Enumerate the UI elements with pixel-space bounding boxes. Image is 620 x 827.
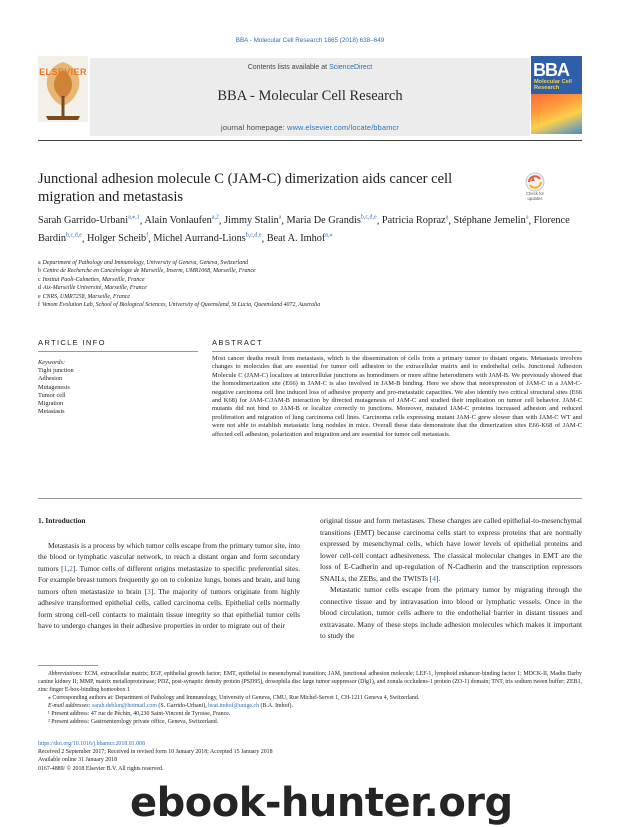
journal-homepage: journal homepage: www.elsevier.com/locate/bbamcr <box>221 123 399 132</box>
present-address-footnote: ² Present address: Gastroenterology private office, Geneva, Switzerland. <box>48 719 219 725</box>
body-paragraph: original tissue and form metastases. These changes are called epithelial-to-mesenchymal transitions (EMT) because carcinoma cells start to express proteins that are normally expressed by mesenchymal cells, which have lower levels of epithelial proteins and lower cell-cell contact adhesiveness. The classical molecular changes in EMT are the loss of E-Cadherin and up-regulation of N-Cadherin and the transcription repressors SNAILs, the ZEBs, and the TWISTs [4]. <box>320 516 582 583</box>
author[interactable]: Alain Vonlaufen$^{a,2}$ <box>144 215 219 227</box>
author-list: Sarah Garrido-Urbani$^{a,⁎,1}$, Alain Vonlaufen$^{a,2}$, Jimmy Stalin$^a$, Maria De Grandis$^{b,c,d,e}$, Patricia Ropraz$^a$, Stéphane Jemelin$^a$, Florence Bardin$^{b,c,d,e}$, Holger Scheib$^f$, Michel Aurrand-Lions$^{b,c,d,e}$, Beat A. Imhof$^{a,⁎}$ <box>38 215 570 245</box>
author[interactable]: Michel Aurrand-Lions$^{b,c,d,e}$ <box>153 232 262 245</box>
affiliation: e CNRS, UMR7258, Marseille, France <box>38 293 130 300</box>
present-address-footnote: ¹ Present address: 47 rue de Péchin, 40,230 Saint-Vincent de Tyrosse, France. <box>48 711 231 717</box>
citation-link[interactable]: 4 <box>432 573 436 583</box>
affiliations <box>38 259 578 309</box>
keyword: Mutagenesis <box>38 383 70 391</box>
author[interactable]: Patricia Ropraz$^a$ <box>381 215 449 227</box>
keyword: Tumor cell <box>38 391 66 399</box>
affiliation: a Department of Pathology and Immunology, University of Geneva, Geneva, Switzerland <box>38 260 249 266</box>
article-title: Junctional adhesion molecule C (JAM-C) dimerization aids cancer cell migration and metastasis <box>38 171 453 205</box>
check-updates-icon <box>521 172 549 192</box>
body-paragraph: Metastasis is a process by which tumor cells escape from the primary tumor site, into the blood or lymphatic vascular network, to reach a distant organ and form secondary tumors [1,2]. Tumor cells of different origins metastasize to specific preferential sites. For example breast tumors frequently go on to colonize lungs, bones and brain, and lung tumors often metastasize to brain [3]. The majority of tumors originate from highly adhesive transformed epithelial cells, called carcinoma cells. Epithelial cells normally form strong cell-cell contacts to maintain tissue integrity so that epithelial tumor cells have to undergo changes in their adhesive properties in order to migrate out of their <box>38 540 300 630</box>
author[interactable]: Sarah Garrido-Urbani$^{a,⁎,1}$ <box>38 215 140 227</box>
keyword: Metastasis <box>38 408 65 416</box>
affiliation: d Aix-Marseille Université, Marseille, France <box>38 285 147 292</box>
abstract-rule <box>212 351 582 352</box>
footnotes <box>38 670 582 726</box>
affiliation: c Institut Paoli-Calmettes, Marseille, France <box>38 276 145 283</box>
cover-bba-letters: BBA <box>533 60 569 80</box>
abstract-text: Most cancer deaths result from metastasis, which is the dissemination of cells from a primary tumor to distant organs. Metastasis involves changes to molecules that are essential for tumor cell adhesion to the extracellular matrix and to endothelial cells. Junctional Adhesion Molecule C (JAM-C) localizes at intercellular junctions as homodimers or more affine heterodimers with JAM-B. We previously showed that the homodimerization site (E66) in JAM-C is also involved in JAM-B binding. Here we show that neoexpression of JAM-C in a JAM-C-negative carcinoma cell line induced loss of adhesive property and pro-metastatic capacities. We also identify two critical structural sites (E66 and K68) for JAM-C/JAM-B interaction by directed mutagenesis of JAM-C and studied their implication on tumor cell behavior. JAM-C mutants did not bind to JAM-B or localize correctly to junctions. Moreover, mutated JAM-C proteins increased adhesion and reduced proliferation and migration of lung carcinoma cell lines. Carcinoma cells expressing mutant JAM-C grew slower than with JAM-C WT and were not able to establish metastatic lung nodules in mice. Overall these data demonstrate that the dimerization sites E66-K68 of JAM-C affected cell adhesion, polarization and migration and are essential for tumor cell metastasis. <box>212 355 582 438</box>
header-rule <box>38 140 582 141</box>
email-footnote: E-mail addresses: sarah.deblon@hotmail.com (S. Garrido-Urbani), beat.imhof@unige.ch (B.A. Imhof). <box>48 703 293 709</box>
keywords-label: Keywords: <box>38 359 66 366</box>
citation-link[interactable]: 3 <box>147 586 151 596</box>
author[interactable]: Jimmy Stalin$^a$ <box>224 215 282 227</box>
elsevier-wordmark: ELSEVIER <box>39 67 87 77</box>
author[interactable]: Stéphane Jemelin$^a$ <box>453 215 529 227</box>
cover-subtitle: Molecular Cell Research <box>534 79 572 91</box>
keywords-block <box>38 359 188 416</box>
cover-artwork <box>531 94 582 134</box>
affiliation: f Venom Evolution Lab, School of Biological Sciences, University of Queensland, St Lucia, Queensland 4072, Australia <box>38 302 321 309</box>
journal-citation[interactable]: BBA - Molecular Cell Research 1865 (2018) 638–649 <box>235 37 385 44</box>
contents-available-line: Contents lists available at ScienceDirect <box>247 64 373 71</box>
corresponding-footnote: ⁎ Corresponding authors at: Department of Pathology and Immunology, University of Geneva, CMU, Rue Michel-Servet 1, CH-1211 Geneva 4, Switzerland. <box>48 695 420 701</box>
citation-link[interactable]: 1 <box>63 563 68 573</box>
body-paragraph: Metastatic tumor cells escape from the primary tumor by migrating through the connective tissue and by intravasation into blood or lymphatic vessels. Once in the blood circulation, tumor cells adhere to the endothelial barrier in distant tissues and extravasate. Many of these steps include adhesion molecules which makes it important to study the <box>320 585 582 640</box>
email-link[interactable]: beat.imhof@unige.ch <box>208 703 260 709</box>
affiliation: b Centre de Recherche en Cancérologie de Marseille, Inserm, UMR1068, Marseille, France <box>38 268 256 275</box>
keyword: Adhesion <box>38 375 63 383</box>
author[interactable]: Maria De Grandis$^{b,c,d,e}$ <box>286 215 377 227</box>
homepage-link[interactable]: www.elsevier.com/locate/bbamcr <box>287 123 399 132</box>
abbreviations-footnote: Abbreviations: ECM, extracellular matrix; EGF, epithelial growth factor; EMT, epithelial to mesenchymal transition; JAM, junctional adhesion molecule; LEF-1, lymphoid enhancer-binding factor 1; MDCK-II, Madin Darby canine kidney II; MMP, matrix metalloproteinase; PDZ, post-synaptic density protein (PSD95), drosophila disc large tumor suppressor (Dlg1), and zonula occludens-1 protein (ZO-1) domain; TNT, tris sodium tween buffer; ZEB1, zinc finger E-box-binding homeobox 1 <box>38 671 582 693</box>
body-column-left <box>38 515 300 632</box>
article-info-heading: ARTICLE INFO <box>38 338 106 347</box>
check-for-updates-button[interactable] <box>521 172 549 206</box>
sciencedirect-link[interactable]: ScienceDirect <box>329 64 373 71</box>
watermark-text: ebook-hunter.org <box>130 780 513 826</box>
keyword: Migration <box>38 400 64 408</box>
author[interactable]: Beat A. Imhof$^{a,⁎}$ <box>266 232 333 245</box>
author[interactable]: Florence Bardin$^{b,c,d,e}$ <box>38 215 570 245</box>
abstract-heading: ABSTRACT <box>212 338 263 347</box>
online-date: Available online 31 January 2018 <box>38 757 118 764</box>
introduction-heading: 1. Introduction <box>38 516 86 525</box>
body-column-right <box>320 515 582 642</box>
author[interactable]: Holger Scheib$^f$ <box>87 232 149 245</box>
journal-title: BBA - Molecular Cell Research <box>217 88 403 104</box>
doi-link[interactable]: https://doi.org/10.1016/j.bbamcr.2018.01.008 <box>38 741 145 747</box>
citation-link[interactable]: 2 <box>69 563 73 573</box>
footnote-rule <box>38 665 98 666</box>
keyword: Tight junction <box>38 367 74 375</box>
publication-info <box>38 740 582 773</box>
article-info-rule <box>38 351 198 352</box>
email-link[interactable]: sarah.deblon@hotmail.com <box>91 703 157 709</box>
journal-cover-thumbnail <box>531 56 582 134</box>
copyright-line: 0167-4889/ © 2018 Elsevier B.V. All rights reserved. <box>38 765 164 772</box>
abstract-bottom-rule <box>38 498 582 499</box>
received-dates: Received 2 September 2017; Received in revised form 10 January 2018; Accepted 15 January 2018 <box>38 749 273 756</box>
check-updates-label: Check for updates <box>526 191 544 201</box>
